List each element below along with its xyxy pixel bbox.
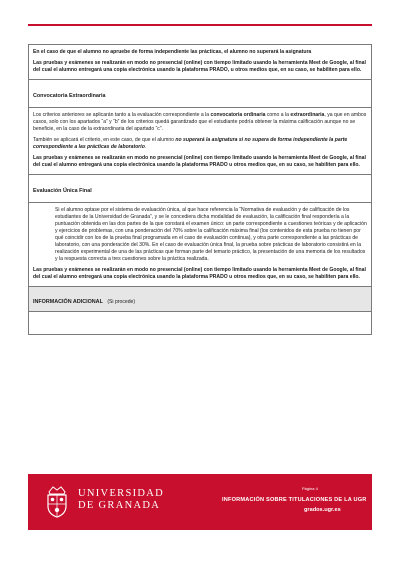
- online-exam-note: Las pruebas y exámenes se realizarán en modo no presencial (online) con tiempo limitado usando la herramienta Meet de Google, al final del cual el alumno entregará una copia electrónica usando la plataforma PRADO, u otros medios que, en su caso, se habiliten para ello.: [33, 60, 366, 73]
- section-title-unica: Evaluación Única Final: [33, 188, 92, 194]
- section-title-extraordinaria: Convocatoria Extraordinaria: [33, 93, 106, 99]
- website-link[interactable]: grados.ugr.es: [304, 507, 341, 513]
- unica-body-cell: [29, 203, 371, 287]
- unica-title-cell: [29, 175, 371, 203]
- titulaciones-info: INFORMACIÓN SOBRE TITULACIONES DE LA UGR: [222, 497, 367, 503]
- unica-description: Si el alumno optase por el sistema de evaluación única, al que hace referencia la “Normativa de evaluación y de calificación de los estudiantes de la Universidad de Granada”, y se le concediera dicha modalidad de evaluación, la calificación final respondería a la puntuación obtenida en las dos partes de la que constará el examen único: un parte correspondiente a cuestiones teóricas y de aplicación y ejercicios de problemas, con una ponderación del 70% sobre la calificación máxima final (los contenidos de esta prueba no tienen por qué coincidir con los de la prueba final programada en el caso de evaluación continua), y otra parte correspondiente a las prácticas de laboratorio, con una ponderación del 30%. En el caso de evaluación única final, la prueba sobre prácticas de laboratorio consistirá en la realización experimental de una de las prácticas que forman parte del temario práctico, la presentación de una memoria de los resultados y la respuesta correcta a tres cuestiones sobre la práctica realizada.: [55, 207, 367, 262]
- header-rule: [28, 24, 372, 26]
- lab-requirement-paragraph: También se aplicará el criterio, en este caso, de que el alumno no superará la asignatura si no supera de forma independiente la parte correspondiente a las prácticas de laboratorio.: [33, 137, 348, 150]
- online-exam-note: Las pruebas y exámenes se realizarán en modo no presencial (online) con tiempo limitado usando la herramienta Meet de Google, al final del cual el alumno entregará una copia electrónica usando la plataforma PRADO u otros medios que, en su caso, se habiliten para ello.: [33, 267, 366, 280]
- info-adicional-note: (Si procede): [107, 299, 136, 305]
- footer-banner: [28, 474, 372, 530]
- online-exam-note: Las pruebas y exámenes se realizarán en modo no presencial (online) con tiempo limitado usando la herramienta Meet de Google, al final del cual el alumno entregará una copia electrónica usando la plataforma PRADO u otros medios que, en su caso, se habiliten para ello.: [33, 155, 366, 168]
- info-adicional-content: [29, 312, 371, 334]
- extraordinaria-body-cell: [29, 108, 371, 175]
- evaluation-table: [28, 44, 372, 335]
- university-crest-icon: [44, 484, 70, 518]
- page-number: Página 4: [302, 486, 318, 491]
- criteria-paragraph: Los criterios anteriores se aplicarán tanto a la evaluación correspondiente a la convocatoria ordinaria como a la extraordinaria, ya que en ambos casos, solo con los apartados “a” y “b” de los criterios quedá garantizado que el estudiante podría obtener la máxima calificación aunque no se beneficie, en la caso de la extraordinaria del apartado “c”.: [33, 112, 367, 132]
- university-name: UNIVERSIDAD DE GRANADA: [78, 488, 165, 511]
- continuous-evaluation-cell: [29, 45, 371, 80]
- extraordinaria-title-cell: [29, 80, 371, 108]
- info-adicional-bar: [29, 287, 371, 312]
- info-adicional-title: INFORMACIÓN ADICIONAL: [33, 299, 103, 305]
- practicas-requirement-text: En el caso de que el alumno no apruebe de forma independiente las prácticas, el alumno no superará la asignatura: [33, 49, 312, 55]
